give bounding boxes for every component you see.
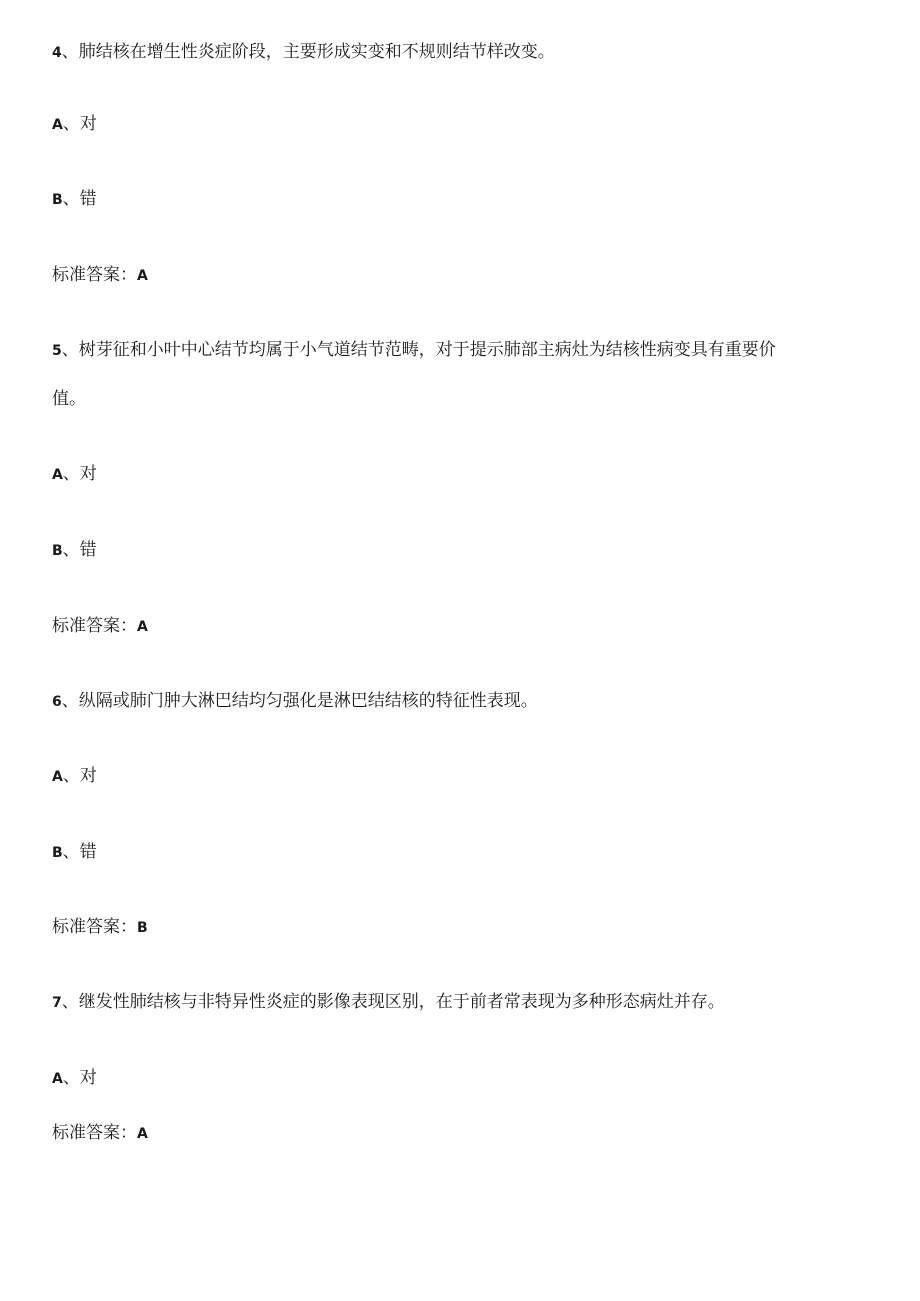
question-number: 5	[52, 343, 62, 359]
question-6-option-b[interactable]	[52, 840, 97, 865]
answer-label: 标准答案：	[52, 616, 137, 636]
option-text: 对	[79, 766, 97, 786]
answer-value: A	[137, 1126, 148, 1142]
option-separator: 、	[62, 766, 80, 786]
option-letter: A	[52, 1071, 63, 1087]
option-letter: B	[52, 543, 63, 559]
option-text: 错	[79, 540, 97, 560]
option-separator: 、	[62, 842, 80, 862]
option-separator: 、	[62, 114, 80, 134]
question-6-answer	[52, 915, 148, 940]
question-separator: 、	[61, 42, 79, 62]
question-4-option-b[interactable]	[52, 187, 97, 212]
question-6-text	[52, 689, 538, 714]
question-number: 7	[52, 995, 62, 1011]
answer-label: 标准答案：	[52, 265, 137, 285]
option-letter: B	[52, 845, 63, 861]
question-6-option-a[interactable]	[52, 764, 97, 789]
question-5-text	[52, 338, 776, 363]
question-number: 4	[52, 45, 62, 61]
answer-value: B	[137, 920, 148, 936]
option-text: 错	[79, 189, 97, 209]
question-separator: 、	[61, 340, 79, 360]
option-separator: 、	[62, 540, 80, 560]
option-letter: A	[52, 117, 63, 133]
question-7-option-a[interactable]	[52, 1066, 97, 1091]
question-5-option-b[interactable]	[52, 538, 97, 563]
question-text-line: 肺结核在增生性炎症阶段，主要形成实变和不规则结节样改变。	[78, 42, 555, 62]
option-letter: A	[52, 769, 63, 785]
question-5-answer	[52, 614, 148, 639]
question-7-text	[52, 990, 725, 1015]
option-text: 错	[79, 842, 97, 862]
option-separator: 、	[62, 1068, 80, 1088]
answer-label: 标准答案：	[52, 1123, 137, 1143]
answer-value: A	[137, 619, 148, 635]
option-separator: 、	[62, 189, 80, 209]
option-letter: A	[52, 467, 63, 483]
question-text-line: 值。	[52, 389, 86, 409]
question-4-answer	[52, 263, 148, 288]
option-text: 对	[79, 1068, 97, 1088]
question-4-text	[52, 40, 555, 65]
question-5-text-continued	[52, 387, 86, 411]
answer-label: 标准答案：	[52, 917, 137, 937]
question-text-line: 纵隔或肺门肿大淋巴结均匀强化是淋巴结结核的特征性表现。	[78, 691, 538, 711]
question-4-option-a[interactable]	[52, 112, 97, 137]
option-text: 对	[79, 464, 97, 484]
question-number: 6	[52, 694, 62, 710]
option-text: 对	[79, 114, 97, 134]
question-text-line: 树芽征和小叶中心结节均属于小气道结节范畴，对于提示肺部主病灶为结核性病变具有重要价	[78, 340, 776, 360]
option-separator: 、	[62, 464, 80, 484]
question-7-answer	[52, 1121, 148, 1146]
option-letter: B	[52, 192, 63, 208]
question-text-line: 继发性肺结核与非特异性炎症的影像表现区别，在于前者常表现为多种形态病灶并存。	[78, 992, 725, 1012]
question-5-option-a[interactable]	[52, 462, 97, 487]
question-separator: 、	[61, 992, 79, 1012]
question-separator: 、	[61, 691, 79, 711]
answer-value: A	[137, 268, 148, 284]
